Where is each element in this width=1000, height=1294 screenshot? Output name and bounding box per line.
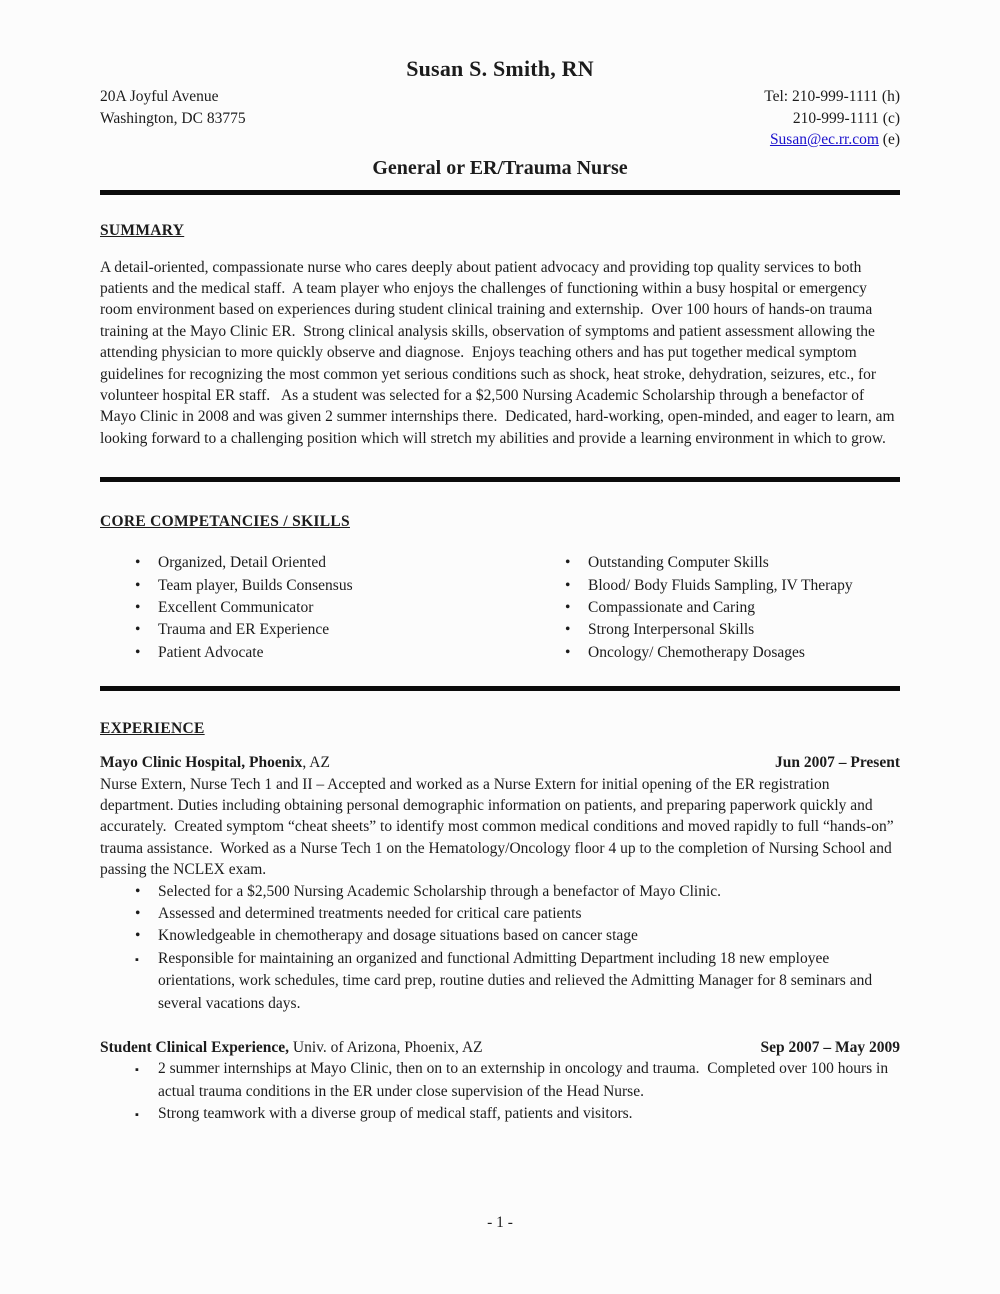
contact-block [100, 86, 900, 151]
job-bullet: ▪ 2 summer internships at Mayo Clinic, then on to an externship in oncology and trauma. Completed over 100 hours in actual trauma conditions in the ER under close supervision of the Head Nurse. [100, 1058, 900, 1103]
skill-item: • Trauma and ER Experience [100, 619, 530, 641]
skill-item: • Excellent Communicator [100, 597, 530, 619]
job-bullet: • Knowledgeable in chemotherapy and dosage situations based on cancer stage [100, 925, 900, 947]
job-bullet: ▪ Strong teamwork with a diverse group of medical staff, patients and visitors. [100, 1103, 900, 1125]
skills-list-left [100, 552, 530, 664]
summary-heading: SUMMARY [100, 221, 185, 239]
skill-item: • Organized, Detail Oriented [100, 552, 530, 574]
address-block [100, 86, 246, 151]
email-link[interactable]: Susan@ec.rr.com [769, 131, 879, 148]
job-employer-name: Student Clinical Experience, [100, 1039, 290, 1057]
experience-heading: EXPERIENCE [100, 720, 205, 738]
job-bullet: • Assessed and determined treatments needed for critical care patients [100, 903, 900, 925]
skill-item: • Compassionate and Caring [530, 597, 900, 619]
summary-paragraph: A detail-oriented, compassionate nurse who cares deeply about patient advocacy and providing top quality services to both patients and the medical staff. A team player who enjoys the challenges of functioning within a busy hospital or emergency room environment based on experiences during student clinical training and externship. Over 100 hours of hands-on trauma training at the Mayo Clinic ER. Strong clinical analysis skills, observation of symptoms and patient assessment allowing the attending physician to more quickly observe and diagnose. Enjoys teaching others and has put together medical symptom guidelines for recognizing the most common yet serious conditions such as shock, heat stroke, dehydration, seizures, etc., for volunteer hospital ER staff. As a student was selected for a $2,500 Nursing Academic Scholarship through a benefactor of Mayo Clinic in 2008 and was given 2 summer internships there. Dedicated, hard-working, open-minded, and eager to learn, am looking forward to a challenging position which will stretch my abilities and provide a learning environment in which to grow. [100, 258, 899, 447]
experience-entry-mayo-clinic [100, 752, 900, 1015]
job-employer-location: , AZ [302, 754, 330, 772]
email-line [764, 129, 900, 151]
skill-item: • Team player, Builds Consensus [100, 575, 530, 597]
skills-list-right [530, 552, 900, 664]
resume-name: Susan S. Smith, RN [406, 56, 594, 81]
job-header [100, 752, 900, 773]
skill-item: • Outstanding Computer Skills [530, 552, 900, 574]
job-description: Nurse Extern, Nurse Tech 1 and II – Accepted and worked as a Nurse Extern for initial opening of the ER registration department. Duties including obtaining personal demographic information on patients, and preparing paperwork quickly and accurately. Created symptom “cheat sheets” to identify most common medical conditions and moved rapidly to full “hands-on” trauma assistance. Worked as a Nurse Tech 1 on the Hematology/Oncology floor 4 up to the completion of Nursing School and passing the NCLEX exam. [100, 775, 898, 879]
skills-heading: CORE COMPETANCIES / SKILLS [100, 513, 350, 531]
email-suffix: (e) [878, 131, 900, 148]
skill-item: • Strong Interpersonal Skills [530, 619, 900, 641]
job-employer-location: Univ. of Arizona, Phoenix, AZ [289, 1039, 483, 1057]
skill-item: • Oncology/ Chemotherapy Dosages [530, 642, 900, 664]
experience-entry-student-clinical [100, 1037, 900, 1126]
phone-home: Tel: 210-999-1111 (h) [764, 88, 900, 105]
job-employer-name: Mayo Clinic Hospital, Phoenix [100, 754, 303, 772]
job-employer [100, 1037, 483, 1058]
divider-rule-1 [100, 190, 900, 195]
job-employer [100, 752, 330, 773]
address-line-1: 20A Joyful Avenue [100, 88, 219, 105]
skills-columns [100, 552, 900, 664]
job-bullet-list [100, 1058, 900, 1125]
divider-rule-2 [100, 477, 900, 482]
job-dates: Jun 2007 – Present [774, 754, 900, 772]
job-bullet: • Selected for a $2,500 Nursing Academic Scholarship through a benefactor of Mayo Clinic. [100, 881, 900, 903]
address-line-2: Washington, DC 83775 [100, 109, 246, 127]
phone-email-block [764, 86, 900, 151]
job-header [100, 1037, 900, 1058]
job-bullet: ▪ Responsible for maintaining an organized and functional Admitting Department including 18 new employee orientations, work schedules, time card prep, routine duties and relieved the Admitting Manager for 8 seminars and several vacations days. [100, 948, 900, 1015]
resume-objective-title: General or ER/Trauma Nurse [372, 156, 628, 179]
page-number: - 1 - [487, 1214, 513, 1231]
divider-rule-3 [100, 686, 900, 691]
skill-item: • Blood/ Body Fluids Sampling, IV Therapy [530, 575, 900, 597]
job-bullet-list [100, 881, 900, 1015]
job-dates: Sep 2007 – May 2009 [760, 1039, 900, 1057]
skill-item: • Patient Advocate [100, 642, 530, 664]
phone-cell: 210-999-1111 (c) [792, 109, 900, 127]
